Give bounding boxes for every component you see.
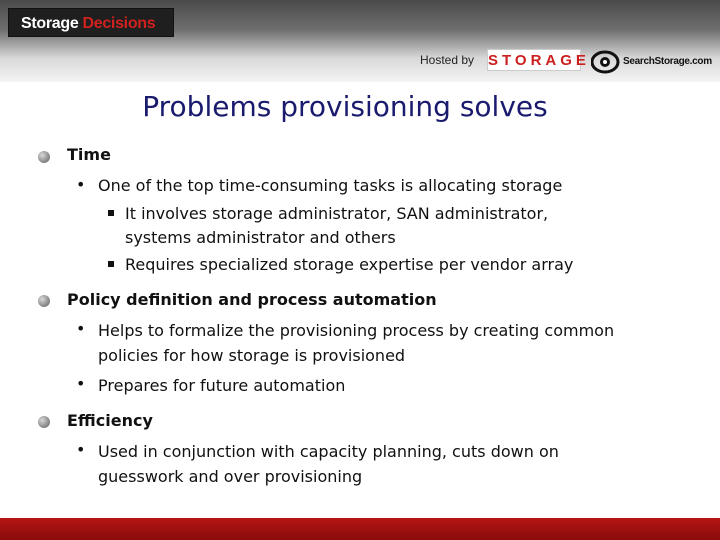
level2-bullet-icon: • xyxy=(76,374,86,393)
eye-icon xyxy=(591,49,623,75)
list-item: One of the top time-consuming tasks is allocating storage xyxy=(98,176,563,195)
list-item: Helps to formalize the provisioning process by creating common xyxy=(98,321,615,340)
level1-bullet-icon xyxy=(38,151,50,163)
slide-title: Problems provisioning solves xyxy=(142,90,548,123)
level3-bullet-icon xyxy=(108,261,114,267)
level1-bullet-icon xyxy=(38,416,50,428)
list-subitem: It involves storage administrator, SAN administrator, xyxy=(125,204,549,223)
footer-bar xyxy=(0,518,720,540)
list-subitem-continued: systems administrator and others xyxy=(125,228,396,247)
searchstorage-logo xyxy=(591,49,715,75)
section-heading-efficiency: Efficiency xyxy=(67,411,153,430)
section-heading-policy: Policy definition and process automation xyxy=(67,290,437,309)
list-subitem: Requires specialized storage expertise per vendor array xyxy=(125,255,574,274)
level1-bullet-icon xyxy=(38,295,50,307)
list-item-continued: guesswork and over provisioning xyxy=(98,467,363,486)
storage-decisions-logo xyxy=(8,8,174,37)
section-heading-time: Time xyxy=(67,145,111,164)
list-item: Used in conjunction with capacity planning, cuts down on xyxy=(98,442,559,461)
level3-bullet-icon xyxy=(108,210,114,216)
level2-bullet-icon: • xyxy=(76,440,86,459)
list-item-continued: policies for how storage is provisioned xyxy=(98,346,406,365)
level2-bullet-icon: • xyxy=(76,319,86,338)
list-item: Prepares for future automation xyxy=(98,376,346,395)
level2-bullet-icon: • xyxy=(76,175,86,194)
hosted-by-label: Hosted by xyxy=(420,53,475,67)
brand-decisions: Decisions xyxy=(82,15,156,32)
storage-magazine-logo: STORAGE xyxy=(487,49,581,71)
slide-header xyxy=(0,0,720,82)
brand-storage: Storage xyxy=(21,15,79,32)
searchstorage-text: SearchStorage.com xyxy=(623,56,712,67)
